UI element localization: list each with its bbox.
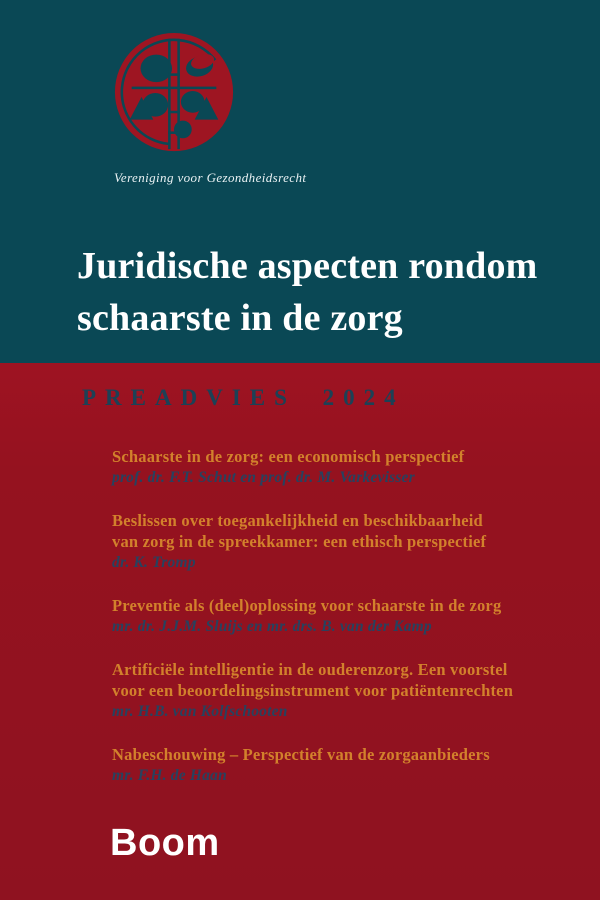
organization-name: Vereniging voor Gezondheidsrecht bbox=[114, 170, 307, 185]
entry-authors: mr. F.H. de Haan bbox=[112, 767, 227, 784]
toc-entry bbox=[112, 659, 572, 722]
book-title-line-2: schaarste in de zorg bbox=[77, 297, 403, 339]
scales-of-justice-emblem-icon bbox=[110, 30, 238, 158]
entry-authors: mr. H.B. van Kolfschooten bbox=[112, 703, 288, 720]
publisher-logo: Boom bbox=[110, 822, 220, 864]
series-label: PREADVIES 2024 bbox=[82, 385, 405, 410]
toc-entry bbox=[112, 595, 572, 637]
table-of-contents bbox=[112, 446, 572, 808]
entry-title: Preventie als (deel)oplossing voor schaarste in de zorg bbox=[112, 596, 502, 615]
book-title bbox=[77, 240, 587, 344]
toc-entry bbox=[112, 744, 572, 786]
entry-authors: mr. dr. J.J.M. Sluijs en mr. drs. B. van der Kamp bbox=[112, 618, 432, 635]
entry-authors: dr. K. Tromp bbox=[112, 554, 196, 571]
top-panel bbox=[0, 0, 600, 363]
entry-title: Schaarste in de zorg: een economisch perspectief bbox=[112, 447, 465, 466]
entry-authors: prof. dr. F.T. Schut en prof. dr. M. Varkevisser bbox=[112, 469, 415, 486]
toc-entry bbox=[112, 510, 572, 573]
entry-title: Beslissen over toegankelijkheid en beschikbaarheid van zorg in de spreekkamer: een ethisch perspectief bbox=[112, 511, 487, 551]
entry-title: Nabeschouwing – Perspectief van de zorgaanbieders bbox=[112, 745, 490, 764]
entry-title: Artificiële intelligentie in de ouderenzorg. Een voorstel voor een beoordelingsinstrument voor patiëntenrechten bbox=[112, 660, 514, 700]
toc-entry bbox=[112, 446, 572, 488]
book-title-line-1: Juridische aspecten rondom bbox=[77, 245, 538, 287]
